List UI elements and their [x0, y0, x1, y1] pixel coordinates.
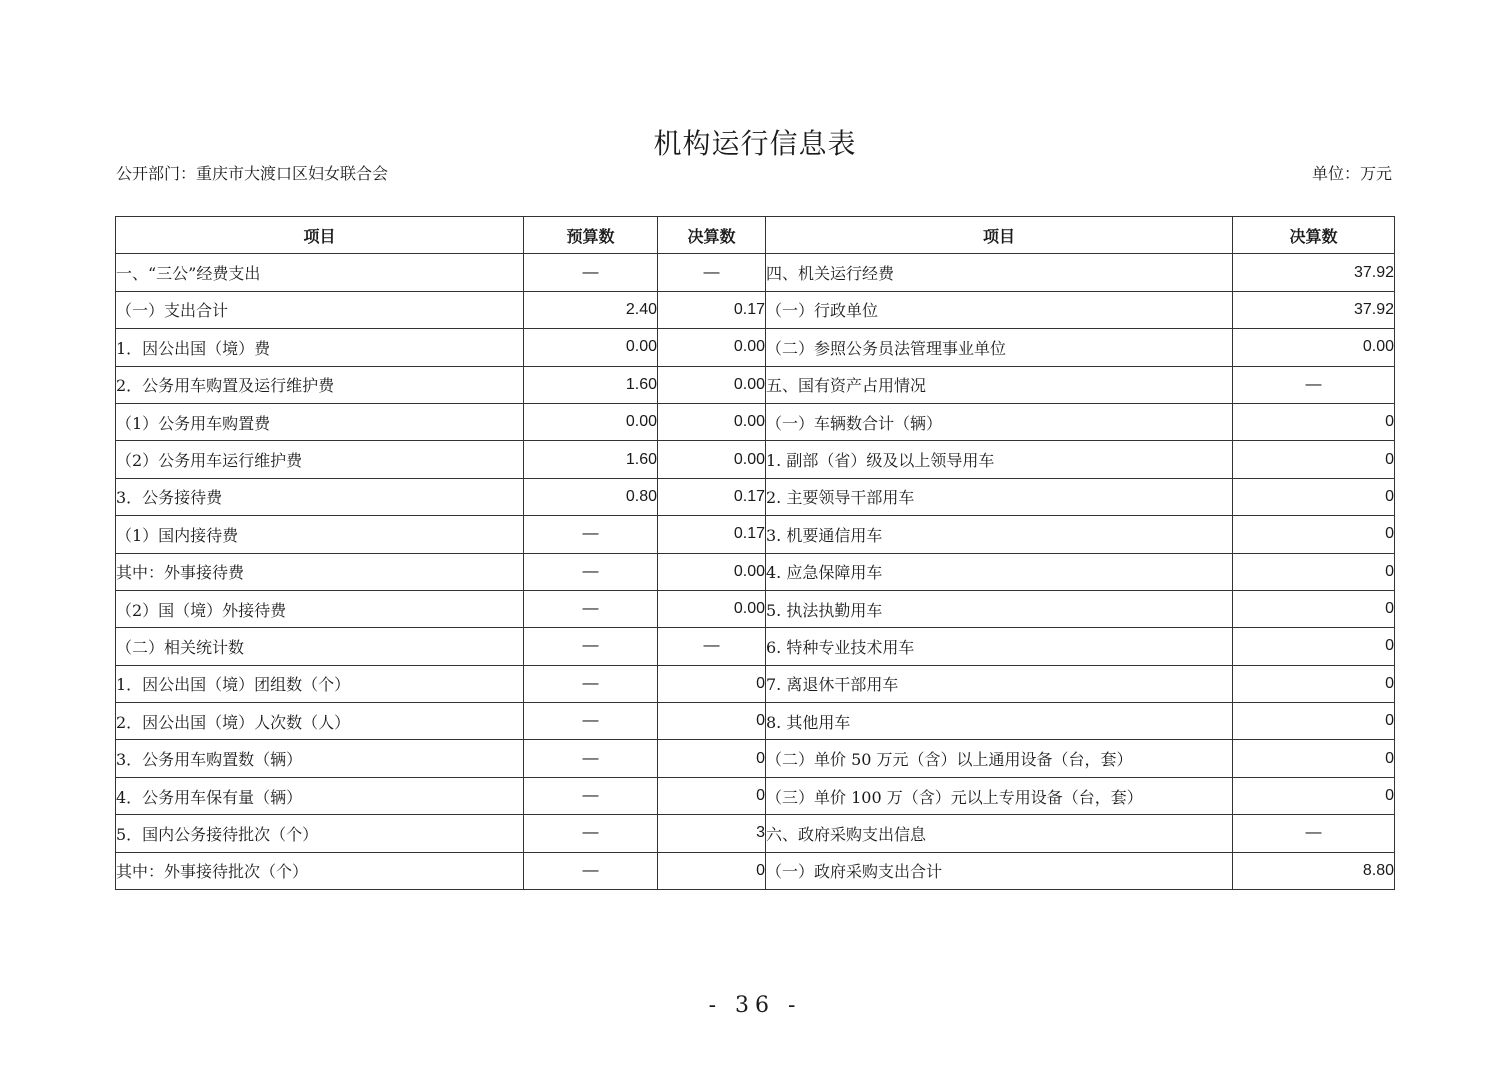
final-value: 0 [658, 703, 766, 740]
right-final-value: 0 [1233, 703, 1395, 740]
table-row [116, 329, 1395, 366]
header-budget: 预算数 [524, 217, 658, 254]
right-item: （三）单价 100 万（含）元以上专用设备（台，套） [766, 777, 1233, 814]
budget-value: — [524, 777, 658, 814]
final-value: 0 [658, 777, 766, 814]
right-final-value: 0 [1233, 516, 1395, 553]
table-row [116, 852, 1395, 889]
left-item: （1）国内接待费 [116, 516, 524, 553]
left-item: 2．公务用车购置及运行维护费 [116, 366, 524, 403]
right-item: （二）单价 50 万元（含）以上通用设备（台，套） [766, 740, 1233, 777]
right-item: 1. 副部（省）级及以上领导用车 [766, 441, 1233, 478]
budget-value: 0.80 [524, 478, 658, 515]
right-final-value: 0 [1233, 478, 1395, 515]
final-value: — [658, 628, 766, 665]
left-item: 其中：外事接待批次（个） [116, 852, 524, 889]
unit-label: 单位：万元 [1311, 164, 1392, 183]
table-row [116, 665, 1395, 702]
budget-value: 0.00 [524, 329, 658, 366]
right-final-value: 0 [1233, 628, 1395, 665]
table-row [116, 815, 1395, 852]
right-item: 5. 执法执勤用车 [766, 590, 1233, 627]
right-item: 8. 其他用车 [766, 703, 1233, 740]
right-final-value: 8.80 [1233, 852, 1395, 889]
right-item: 6. 特种专业技术用车 [766, 628, 1233, 665]
left-item: （二）相关统计数 [116, 628, 524, 665]
table-row [116, 590, 1395, 627]
budget-value: — [524, 815, 658, 852]
budget-value: — [524, 852, 658, 889]
budget-value: — [524, 553, 658, 590]
institution-operation-table [115, 216, 1395, 890]
table-row [116, 516, 1395, 553]
budget-value: 0.00 [524, 403, 658, 440]
right-item: 7. 离退休干部用车 [766, 665, 1233, 702]
header-final-left: 决算数 [658, 217, 766, 254]
table-row [116, 628, 1395, 665]
left-item: 4．公务用车保有量（辆） [116, 777, 524, 814]
budget-value: 1.60 [524, 441, 658, 478]
table-title: 机构运行信息表 [653, 127, 857, 160]
right-final-value: 37.92 [1233, 254, 1395, 291]
right-item: 六、政府采购支出信息 [766, 815, 1233, 852]
left-item: 5．国内公务接待批次（个） [116, 815, 524, 852]
table-row [116, 553, 1395, 590]
right-final-value: 0 [1233, 665, 1395, 702]
left-item: （2）公务用车运行维护费 [116, 441, 524, 478]
table-row [116, 478, 1395, 515]
page-number: - 36 - [708, 993, 802, 1018]
right-item: （一）行政单位 [766, 291, 1233, 328]
left-item: 1．因公出国（境）费 [116, 329, 524, 366]
final-value: 0 [658, 852, 766, 889]
final-value: 0.00 [658, 441, 766, 478]
budget-value: — [524, 516, 658, 553]
header-item-left: 项目 [116, 217, 524, 254]
department-label: 公开部门：重庆市大渡口区妇女联合会 [116, 164, 389, 183]
final-value: 0.00 [658, 590, 766, 627]
budget-value: 2.40 [524, 291, 658, 328]
final-value: 0.17 [658, 291, 766, 328]
final-value: 0.17 [658, 478, 766, 515]
right-final-value: 0.00 [1233, 329, 1395, 366]
final-value: 0.00 [658, 366, 766, 403]
table-row [116, 441, 1395, 478]
left-item: 3．公务用车购置数（辆） [116, 740, 524, 777]
header-item-right: 项目 [766, 217, 1233, 254]
budget-value: — [524, 628, 658, 665]
right-final-value: 37.92 [1233, 291, 1395, 328]
right-final-value: — [1233, 815, 1395, 852]
left-item: （2）国（境）外接待费 [116, 590, 524, 627]
right-item: 四、机关运行经费 [766, 254, 1233, 291]
left-item: 其中：外事接待费 [116, 553, 524, 590]
budget-value: — [524, 740, 658, 777]
right-final-value: — [1233, 366, 1395, 403]
left-item: （1）公务用车购置费 [116, 403, 524, 440]
header-final-right: 决算数 [1233, 217, 1395, 254]
left-item: 1．因公出国（境）团组数（个） [116, 665, 524, 702]
left-item: 一、“三公”经费支出 [116, 254, 524, 291]
table-row [116, 291, 1395, 328]
left-item: 3．公务接待费 [116, 478, 524, 515]
right-final-value: 0 [1233, 590, 1395, 627]
budget-value: 1.60 [524, 366, 658, 403]
left-item: （一）支出合计 [116, 291, 524, 328]
final-value: 3 [658, 815, 766, 852]
budget-value: — [524, 590, 658, 627]
right-item: 4. 应急保障用车 [766, 553, 1233, 590]
right-final-value: 0 [1233, 740, 1395, 777]
right-item: 五、国有资产占用情况 [766, 366, 1233, 403]
budget-value: — [524, 254, 658, 291]
table-row [116, 703, 1395, 740]
table-row [116, 777, 1395, 814]
budget-value: — [524, 703, 658, 740]
table-row [116, 366, 1395, 403]
table-row [116, 403, 1395, 440]
right-final-value: 0 [1233, 403, 1395, 440]
right-item: （一）车辆数合计（辆） [766, 403, 1233, 440]
right-item: （二）参照公务员法管理事业单位 [766, 329, 1233, 366]
budget-value: — [524, 665, 658, 702]
right-item: 2. 主要领导干部用车 [766, 478, 1233, 515]
final-value: 0.00 [658, 403, 766, 440]
final-value: 0.00 [658, 553, 766, 590]
final-value: 0 [658, 740, 766, 777]
right-final-value: 0 [1233, 553, 1395, 590]
right-item: 3. 机要通信用车 [766, 516, 1233, 553]
right-final-value: 0 [1233, 777, 1395, 814]
right-item: （一）政府采购支出合计 [766, 852, 1233, 889]
left-item: 2．因公出国（境）人次数（人） [116, 703, 524, 740]
final-value: 0.17 [658, 516, 766, 553]
right-final-value: 0 [1233, 441, 1395, 478]
header-row [116, 217, 1395, 254]
final-value: 0.00 [658, 329, 766, 366]
table-row [116, 740, 1395, 777]
table-row [116, 254, 1395, 291]
final-value: — [658, 254, 766, 291]
final-value: 0 [658, 665, 766, 702]
